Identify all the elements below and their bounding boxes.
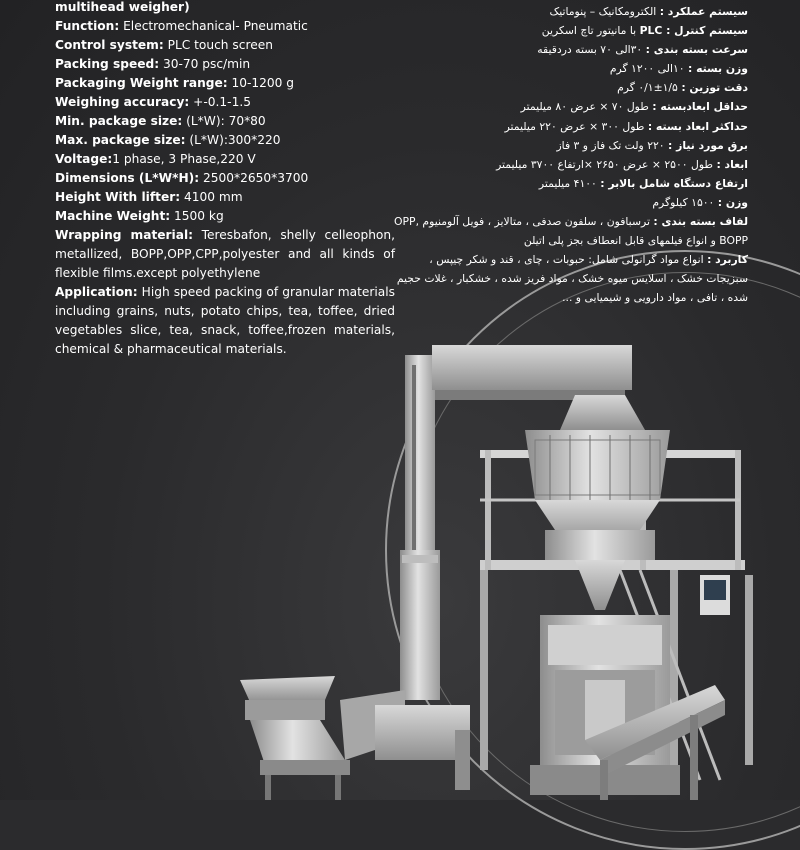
spec-packing-speed: Packing speed: 30-70 psc/min (55, 57, 251, 71)
fa-spec-height-lifter: ارتفاع دستگاه شامل بالابر : ۴۱۰۰ میلیمتر (538, 176, 748, 190)
spec-weighing-accuracy: Weighing accuracy: +-0.1-1.5 (55, 95, 251, 109)
spec-function: Function: Electromechanical- Pneumatic (55, 19, 308, 33)
multihead-weigher (525, 395, 670, 610)
spec-control-system: Control system: PLC touch screen (55, 38, 273, 52)
spec-max-package-size: Max. package size: (L*W):300*220 (55, 133, 281, 147)
english-heading-fragment: multihead weigher) (55, 0, 190, 14)
spec-voltage: Voltage:1 phase, 3 Phase,220 V (55, 152, 256, 166)
fa-spec-voltage: برق مورد نیاز : ۲۲۰ ولت تک فاز و ۳ فاز (556, 138, 748, 152)
spec-dimensions: Dimensions (L*W*H): 2500*2650*3700 (55, 171, 309, 185)
fa-spec-package-weight: وزن بسته : ۱۰الی ۱۲۰۰ گرم (609, 62, 748, 76)
fa-spec-control-system: سیستم کنترل : PLC با مانیتور تاچ اسکرین (541, 24, 748, 38)
fa-spec-function: سیستم عملکرد : الکترومکانیک – پنوماتیک (549, 5, 748, 18)
fa-spec-wrapping: لفاف بسته بندی : ترسبافون ، سلفون صدفی ، متالایز ، فویل آلومنیوم OPP, BOPP و انواع فیلمهای قابل انعطاف بجز پلی اتیلن (394, 215, 748, 248)
spec-weight-range: Packaging Weight range: 10-1200 g (55, 76, 295, 90)
spec-height-with-lifter: Height With lifter: 4100 mm (55, 190, 243, 204)
fa-spec-accuracy: دقت توزین : ۱/۵±۰/۱ گرم (617, 81, 748, 95)
fa-spec-packing-speed: سرعت بسته بندی : ۳۰الی ۷۰ بسته دردقیقه (537, 43, 748, 57)
spec-application: Application: High speed packing of granular materials including grains, nuts, potato chips, tea, toffee, dried vegetables slice, tea, snack, toffee,frozen materials, chemical & pharmaceutical materials. (55, 285, 395, 356)
fa-spec-application: کاربرد : انواع مواد گرانولی شامل: حبوبات ، چای ، قند و شکر چیپس ، سبزیجات خشک ، اسلایس میوه خشک ، مواد فریز شده ، خشکبار ، غلات حجیم شده ، تافی ، مواد دارویی و شیمیایی و ... (396, 253, 748, 305)
spec-wrapping-material: Wrapping material: Teresbafon, shelly celleophon, metallized, BOPP,OPP,CPP,polyester and all kinds of flexible films.except polyethylene (55, 228, 395, 280)
spec-min-package-size: Min. package size: (L*W): 70*80 (55, 114, 266, 128)
fa-spec-dimensions: ابعاد : طول ۲۵۰۰ × عرض ۲۶۵۰ ×ارتفاع ۳۷۰۰ میلیمتر (496, 157, 748, 171)
fa-spec-min-size: حداقل ابعادبسته : طول ۷۰ × عرض ۸۰ میلیمتر (520, 100, 748, 114)
spec-machine-weight: Machine Weight: 1500 kg (55, 209, 224, 223)
fa-spec-max-size: حداکثر ابعاد بسته : طول ۳۰۰ × عرض ۲۲۰ میلیمتر (504, 119, 748, 133)
fa-spec-weight: وزن : ۱۵۰۰ کیلوگرم (652, 195, 748, 209)
